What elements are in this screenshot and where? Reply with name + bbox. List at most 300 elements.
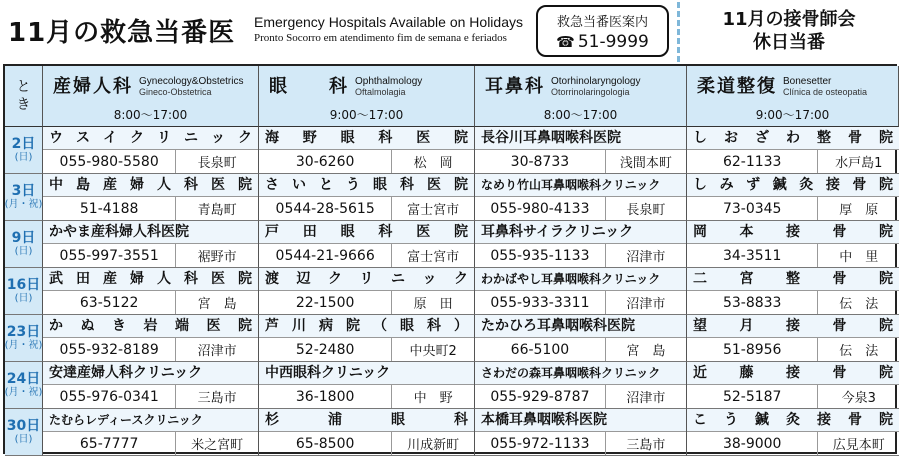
- clinic-name-char: 野: [302, 130, 317, 146]
- clinic-entry: [687, 174, 899, 221]
- clinic-location: 富士宮市: [407, 250, 460, 265]
- clinic-details: [475, 150, 686, 173]
- clinic-name: かやま産科婦人科医院: [43, 221, 258, 244]
- clinic-name-char: 杉: [265, 412, 279, 428]
- clinic-name-char: ざ: [755, 130, 769, 146]
- clinic-name-char: し: [693, 130, 707, 146]
- clinic-name-char: 医: [211, 177, 225, 193]
- date-day: 16日: [6, 276, 41, 293]
- column-name-jp: 産婦人科: [53, 76, 133, 97]
- clinic-location: 今泉3: [841, 391, 876, 406]
- clinic-name-char: ッ: [422, 271, 437, 287]
- info-label: 救急当番医案内: [556, 15, 648, 30]
- info-box: [536, 5, 669, 57]
- clinic-details: [475, 291, 686, 314]
- clinic-name: [687, 362, 899, 385]
- clinic-name-char: 科: [378, 224, 393, 240]
- clinic-phone: 055-997-3551: [43, 244, 176, 267]
- clinic-name-char: 島: [76, 177, 90, 193]
- clinic-entry: [687, 127, 899, 174]
- clinic-phone: 34-3511: [687, 244, 818, 267]
- column-hours: 9:00～17:00: [755, 108, 830, 122]
- clinic-name-char: 院: [346, 318, 360, 334]
- clinic-details: [475, 432, 686, 455]
- clinic-name-char: 望: [693, 318, 707, 334]
- clinic-name-char: 接: [786, 224, 800, 240]
- clinic-name-char: 眼: [400, 318, 414, 334]
- clinic-location: 伝 法: [839, 344, 879, 359]
- clinic-phone: 73-0345: [687, 197, 818, 220]
- clinic-name-char: 田: [76, 271, 90, 287]
- clinic-name-char: 接: [825, 177, 840, 193]
- date-weekday: (日): [14, 151, 33, 163]
- clinic-details: [259, 385, 474, 408]
- clinic-entry: [475, 221, 687, 268]
- clinic-details: [43, 385, 258, 408]
- clinic-name-char: 接: [786, 365, 800, 381]
- clinic-details: [259, 432, 474, 455]
- clinic-name: [259, 174, 474, 197]
- clinic-phone: 055-980-4133: [475, 197, 606, 220]
- clinic-details: [687, 197, 899, 220]
- clinic-phone: 62-1133: [687, 150, 818, 173]
- clinic-phone: 36-1800: [259, 385, 392, 408]
- column-hours: 9:00～17:00: [329, 108, 404, 122]
- clinic-location: 中央町2: [409, 344, 457, 359]
- clinic-name-char: 科: [378, 130, 393, 146]
- clinic-phone: 055-972-1133: [475, 432, 606, 455]
- clinic-name-char: 骨: [852, 177, 867, 193]
- clinic-name-char: 院: [238, 318, 252, 334]
- clinic-entry: [43, 315, 259, 362]
- subtitle-english: Emergency Hospitals Available on Holidays: [254, 14, 523, 30]
- clinic-name-char: う: [346, 177, 360, 193]
- clinic-name-char: 近: [693, 365, 707, 381]
- clinic-phone: 055-929-8787: [475, 385, 606, 408]
- bonesetter-title-line1: 11月の接骨師会: [722, 9, 856, 30]
- clinic-details: [43, 150, 258, 173]
- clinic-name: 耳鼻科サイラクリニック: [475, 221, 686, 244]
- clinic-location: 沼津市: [626, 250, 666, 265]
- clinic-name: 中西眼科クリニック: [259, 362, 474, 385]
- clinic-location: 浅間本町: [619, 156, 672, 171]
- clinic-name: [43, 127, 258, 150]
- clinic-name-char: 院: [453, 224, 468, 240]
- clinic-name-char: 院: [879, 130, 893, 146]
- date-day: 23日: [6, 323, 41, 340]
- column-name-jp: 耳鼻科: [485, 76, 545, 97]
- column-name: [485, 72, 641, 98]
- column-name: [53, 72, 244, 98]
- clinic-name-char: ク: [328, 271, 342, 287]
- clinic-entry: [687, 268, 899, 315]
- clinic-phone: 51-8956: [687, 338, 818, 361]
- column-name-foreign: [139, 76, 244, 98]
- clinic-name-char: 婦: [130, 177, 144, 193]
- clinic-phone: 055-976-0341: [43, 385, 176, 408]
- clinic-name: [687, 221, 899, 244]
- telephone-icon: ☎: [556, 33, 575, 51]
- clinic-name: [687, 268, 899, 291]
- clinic-details: [43, 244, 258, 267]
- column-name-en: Otorhinolaryngology: [551, 76, 641, 87]
- clinic-name-char: 院: [879, 412, 893, 428]
- clinic-name-char: 中: [49, 177, 63, 193]
- clinic-entry: [259, 315, 475, 362]
- clinic-details: [687, 432, 899, 455]
- corner-label-1: と: [16, 79, 31, 95]
- subtitle-portuguese: Pronto Socorro em atendimento fim de semana e feriados: [254, 32, 507, 44]
- clinic-phone: 53-8833: [687, 291, 818, 314]
- clinic-name-char: と: [319, 177, 333, 193]
- date-cell: [5, 174, 43, 221]
- clinic-location: 中 野: [413, 391, 453, 406]
- clinic-name-char: ニ: [184, 130, 198, 146]
- clinic-location: 宮 島: [197, 297, 237, 312]
- date-day: 30日: [6, 417, 41, 434]
- clinic-name-char: 鍼: [755, 412, 769, 428]
- clinic-name-char: 眼: [340, 130, 355, 146]
- clinic-name-char: 院: [878, 177, 893, 193]
- column-name-pt: Gineco-Obstetrica: [139, 87, 212, 97]
- clinic-name-char: 浦: [328, 412, 342, 428]
- corner-header: [5, 66, 43, 127]
- clinic-name-char: し: [693, 177, 707, 193]
- clinic-name-char: 接: [786, 318, 800, 334]
- clinic-name-char: 病: [319, 318, 333, 334]
- clinic-name: [43, 315, 258, 338]
- clinic-name-char: 眼: [373, 177, 387, 193]
- clinic-name-char: 岩: [143, 318, 158, 334]
- clinic-name-char: 科: [184, 177, 198, 193]
- clinic-name-char: リ: [359, 271, 374, 287]
- clinic-name: [687, 409, 899, 432]
- clinic-location: 水戸島1: [835, 156, 883, 171]
- date-weekday: (日): [14, 433, 33, 445]
- dashed-divider: [677, 2, 680, 62]
- clinic-name-char: ス: [76, 130, 90, 146]
- clinic-location: 伝 法: [839, 297, 879, 312]
- column-name-foreign: [355, 76, 422, 98]
- clinic-details: [687, 338, 899, 361]
- clinic-location: 青島町: [197, 203, 237, 218]
- clinic-details: [475, 385, 686, 408]
- clinic-name-char: 岡: [693, 224, 707, 240]
- clinic-name-char: 芦: [265, 318, 279, 334]
- clinic-details: [259, 197, 474, 220]
- date-cell: [5, 127, 43, 174]
- clinic-details: [259, 338, 474, 361]
- column-name-pt: Otorrinolaringologia: [551, 87, 630, 97]
- clinic-name-char: ク: [454, 271, 468, 287]
- clinic-name-char: 月: [739, 318, 754, 334]
- clinic-name-char: 辺: [296, 271, 311, 287]
- clinic-phone: 52-5187: [687, 385, 818, 408]
- clinic-entry: [475, 362, 687, 409]
- bonesetter-title: [684, 8, 894, 54]
- clinic-name-char: 骨: [848, 412, 862, 428]
- column-name-jp: 眼 科: [269, 76, 349, 97]
- clinic-location: 沼津市: [197, 344, 237, 359]
- date-cell: [5, 221, 43, 268]
- clinic-phone: 51-4188: [43, 197, 176, 220]
- clinic-name-char: 院: [879, 365, 893, 381]
- schedule-table: [3, 64, 897, 454]
- clinic-name-char: 田: [302, 224, 317, 240]
- clinic-name-char: い: [292, 177, 306, 193]
- clinic-name-char: 医: [211, 271, 225, 287]
- clinic-name-char: 宮: [739, 271, 754, 287]
- clinic-name: 安達産婦人科クリニック: [43, 362, 258, 385]
- clinic-name-char: 海: [265, 130, 279, 146]
- clinic-name-char: き: [112, 318, 126, 334]
- clinic-location: 長泉町: [197, 156, 237, 171]
- clinic-name-char: 藤: [739, 365, 754, 381]
- clinic-details: [687, 150, 899, 173]
- clinic-name-char: 骨: [832, 318, 847, 334]
- clinic-name-char: 二: [693, 271, 707, 287]
- column-name-pt: Clínica de osteopatia: [783, 87, 868, 97]
- date-day: 2日: [11, 135, 36, 152]
- clinic-location: 原 田: [413, 297, 453, 312]
- clinic-name-char: 科: [400, 177, 414, 193]
- corner-label-2: き: [16, 97, 31, 113]
- clinic-name-char: 院: [238, 177, 252, 193]
- clinic-details: [43, 291, 258, 314]
- clinic-phone: 30-6260: [259, 150, 392, 173]
- date-weekday: (日): [14, 292, 33, 304]
- column-name-foreign: [551, 76, 641, 98]
- clinic-name-char: わ: [786, 130, 800, 146]
- clinic-name-char: 鍼: [772, 177, 787, 193]
- clinic-entry: [43, 409, 259, 456]
- clinic-entry: [43, 221, 259, 268]
- clinic-location: 長泉町: [626, 203, 666, 218]
- clinic-phone: 52-2480: [259, 338, 392, 361]
- clinic-location: 三島市: [626, 438, 666, 453]
- clinic-location: 宮 島: [626, 344, 666, 359]
- column-name-pt: Oftalmolagia: [355, 87, 406, 97]
- clinic-entry: [475, 409, 687, 456]
- clinic-name: [43, 268, 258, 291]
- clinic-details: [687, 244, 899, 267]
- clinic-details: [259, 244, 474, 267]
- clinic-name-char: イ: [103, 130, 117, 146]
- date-cell: [5, 362, 43, 409]
- clinic-name-char: 整: [817, 130, 831, 146]
- clinic-name-char: 科: [454, 412, 468, 428]
- date-cell: [5, 409, 43, 456]
- clinic-name: わかばやし耳鼻咽喉科クリニック: [475, 268, 686, 291]
- clinic-name-char: 人: [157, 177, 171, 193]
- clinic-entry: [687, 221, 899, 268]
- clinic-entry: [475, 268, 687, 315]
- clinic-name-char: 灸: [786, 412, 800, 428]
- date-weekday: (月・祝): [4, 386, 43, 398]
- clinic-name-char: （: [373, 318, 387, 334]
- clinic-name-char: 整: [786, 271, 800, 287]
- clinic-name: 本橋耳鼻咽喉科医院: [475, 409, 686, 432]
- clinic-phone: 30-8733: [475, 150, 606, 173]
- clinic-entry: [43, 268, 259, 315]
- clinic-phone: 055-980-5580: [43, 150, 176, 173]
- clinic-name-char: 骨: [832, 271, 847, 287]
- clinic-name: [259, 315, 474, 338]
- clinic-location: 沼津市: [626, 297, 666, 312]
- clinic-entry: [259, 127, 475, 174]
- clinic-name-char: 院: [879, 271, 893, 287]
- clinic-entry: [43, 174, 259, 221]
- date-cell: [5, 315, 43, 362]
- clinic-name-char: 骨: [832, 365, 847, 381]
- clinic-entry: [475, 127, 687, 174]
- clinic-location: 沼津市: [626, 391, 666, 406]
- clinic-entry: [475, 315, 687, 362]
- clinic-name-char: 科: [427, 318, 441, 334]
- clinic-name-char: み: [719, 177, 734, 193]
- clinic-name-char: 川: [292, 318, 306, 334]
- clinic-name-char: 医: [427, 177, 441, 193]
- clinic-details: [43, 197, 258, 220]
- column-hours: 8:00～17:00: [113, 108, 188, 122]
- clinic-entry: [43, 362, 259, 409]
- date-weekday: (月・祝): [4, 339, 43, 351]
- clinic-name: さわだの森耳鼻咽喉科クリニック: [475, 362, 686, 385]
- column-name-en: Gynecology&Obstetrics: [139, 76, 244, 87]
- clinic-phone: 22-1500: [259, 291, 392, 314]
- clinic-name-char: 産: [103, 271, 117, 287]
- date-cell: [5, 268, 43, 315]
- clinic-name-char: 医: [416, 224, 431, 240]
- clinic-entry: [259, 221, 475, 268]
- clinic-entry: [259, 268, 475, 315]
- clinic-name: 長谷川耳鼻咽喉科医院: [475, 127, 686, 150]
- clinic-name-char: 人: [157, 271, 171, 287]
- clinic-name-char: 渡: [265, 271, 279, 287]
- date-weekday: (月・祝): [4, 198, 43, 210]
- clinic-name-char: 医: [416, 130, 431, 146]
- clinic-name-char: 灸: [799, 177, 814, 193]
- clinic-location: 裾野市: [197, 250, 237, 265]
- clinic-name: [259, 221, 474, 244]
- clinic-name-char: う: [724, 412, 738, 428]
- clinic-name-char: 眼: [340, 224, 355, 240]
- clinic-name: [259, 268, 474, 291]
- clinic-name-char: ぬ: [80, 318, 95, 334]
- clinic-details: [687, 291, 899, 314]
- column-header-gynecology: [43, 66, 259, 127]
- column-name-en: Bonesetter: [783, 76, 832, 87]
- clinic-entry: [687, 362, 899, 409]
- column-header-otorhinolaryngology: [475, 66, 687, 127]
- column-name: [697, 72, 867, 98]
- clinic-location: 富士宮市: [407, 203, 460, 218]
- clinic-phone: 0544-21-9666: [259, 244, 392, 267]
- date-weekday: (日): [14, 245, 33, 257]
- clinic-name-char: 接: [817, 412, 831, 428]
- clinic-phone: 65-7777: [43, 432, 176, 455]
- clinic-name-char: ニ: [391, 271, 405, 287]
- clinic-entry: [687, 409, 899, 456]
- clinic-location: 川成新町: [407, 438, 460, 453]
- clinic-location: 広見本町: [832, 438, 885, 453]
- clinic-phone: 38-9000: [687, 432, 818, 455]
- clinic-phone: 055-932-8189: [43, 338, 176, 361]
- clinic-name-char: 科: [184, 271, 198, 287]
- column-name-foreign: [783, 76, 867, 98]
- clinic-details: [259, 150, 474, 173]
- clinic-name-char: 院: [454, 177, 468, 193]
- clinic-name-char: 医: [206, 318, 221, 334]
- clinic-phone: 0544-28-5615: [259, 197, 392, 220]
- subtitle-block: [254, 14, 523, 46]
- clinic-name-char: ク: [130, 130, 144, 146]
- clinic-name-char: 産: [103, 177, 117, 193]
- clinic-name-char: 院: [453, 130, 468, 146]
- clinic-details: [43, 432, 258, 455]
- clinic-name-char: 骨: [848, 130, 862, 146]
- clinic-name-char: 院: [879, 224, 893, 240]
- clinic-entry: [259, 362, 475, 409]
- clinic-name-char: 眼: [391, 412, 405, 428]
- clinic-name: [687, 315, 899, 338]
- clinic-name: [259, 409, 474, 432]
- clinic-name: [687, 174, 899, 197]
- clinic-name-char: お: [724, 130, 738, 146]
- clinic-phone: 65-8500: [259, 432, 392, 455]
- clinic-name-char: 武: [49, 271, 63, 287]
- clinic-details: [475, 244, 686, 267]
- clinic-name-char: 戸: [265, 224, 279, 240]
- clinic-phone: 66-5100: [475, 338, 606, 361]
- clinic-name-char: ず: [746, 177, 761, 193]
- column-hours: 8:00～17:00: [543, 108, 618, 122]
- column-header-ophthalmology: [259, 66, 475, 127]
- clinic-name-char: こ: [693, 412, 707, 428]
- clinic-details: [687, 385, 899, 408]
- clinic-entry: [43, 127, 259, 174]
- clinic-location: 三島市: [197, 391, 237, 406]
- clinic-name-char: ッ: [211, 130, 225, 146]
- column-name-en: Ophthalmology: [355, 76, 423, 87]
- column-name-jp: 柔道整復: [697, 76, 777, 97]
- clinic-phone: 055-933-3311: [475, 291, 606, 314]
- clinic-entry: [475, 174, 687, 221]
- header: [0, 0, 900, 64]
- info-phone-number: 51-9999: [577, 32, 649, 52]
- clinic-name-char: か: [49, 318, 63, 334]
- clinic-location: 厚 原: [839, 203, 879, 218]
- clinic-name: たかひろ耳鼻咽喉科医院: [475, 315, 686, 338]
- clinic-name: [43, 174, 258, 197]
- clinic-name-char: ）: [454, 318, 468, 334]
- clinic-name: なめり竹山耳鼻咽喉科クリニック: [475, 174, 686, 197]
- clinic-name-char: さ: [265, 177, 279, 193]
- clinic-location: 中 里: [839, 250, 879, 265]
- clinic-name: [259, 127, 474, 150]
- clinic-name-char: リ: [157, 130, 171, 146]
- info-phone-line: [538, 32, 667, 52]
- clinic-entry: [687, 315, 899, 362]
- clinic-entry: [259, 409, 475, 456]
- clinic-phone: 63-5122: [43, 291, 176, 314]
- clinic-location: 松 岡: [413, 156, 453, 171]
- clinic-details: [475, 197, 686, 220]
- clinic-name-char: 骨: [832, 224, 847, 240]
- clinic-entry: [259, 174, 475, 221]
- column-header-bonesetter: [687, 66, 899, 127]
- date-day: 9日: [11, 229, 36, 246]
